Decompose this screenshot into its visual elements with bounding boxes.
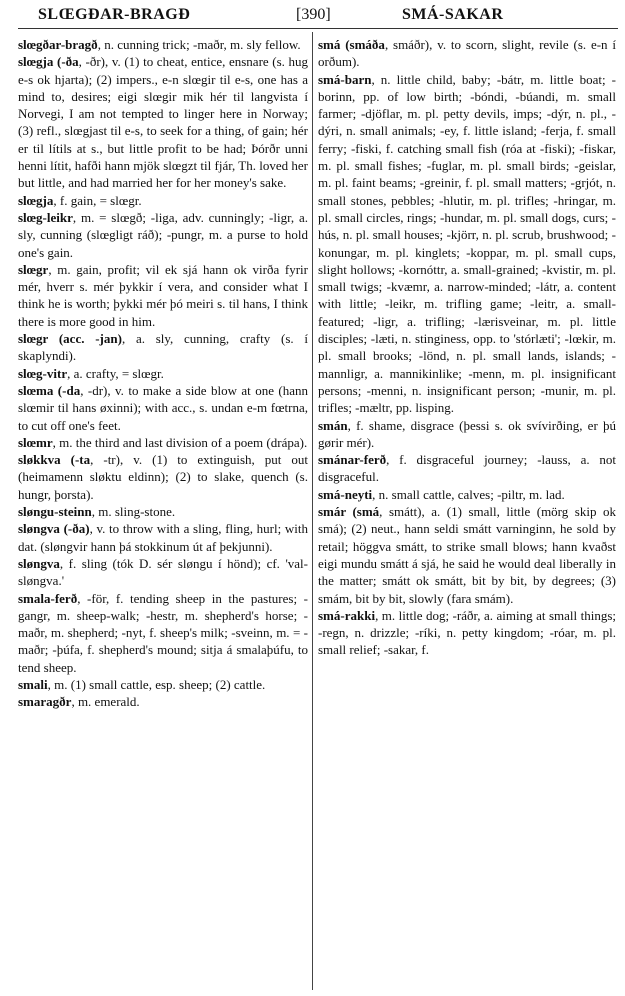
dictionary-entry <box>18 434 308 451</box>
dictionary-entry <box>18 693 308 710</box>
entry-headword: smá-rakki <box>318 607 376 623</box>
entry-headword: smánar-ferð <box>318 452 387 468</box>
entry-definition: , f. shame, disgrace (þessi s. ok svívirðing, er þú gørir mér). <box>318 417 616 450</box>
entry-headword: slœgja (-ða <box>18 54 79 70</box>
entry-definition: , n. little child, baby; -bátr, m. little boat; -borinn, pp. of low birth; -bóndi, -búandi, m. small farmer; -djöflar, m. pl. petty devils, imps; -dýr, n. pl., -dýri, n. small animals; -ey, f. little island; -ferja, f. small ferry; -fiski, f. catching small fish (róa at -fiski); -fiskar, m. pl. small fishes; -fuglar, m. pl. small birds; -geislar, m. pl. faint beams; -greinir, f. pl. small matters; -grjót, n. small stones, pebbles; -hlutir, m. pl. trifles; -hringar, m. pl. small circles, rings; -hundar, m. pl. small dogs, curs; -hús, n. pl. small houses; -kjörr, n. pl. scrub, brushwood; -konungar, m. pl. kinglets; -koppar, m. pl. small cups, slight hollows; -kornóttr, a. small-grained; -kvistir, m. pl. small twigs; -kvæmr, a. narrow-minded; -látr, a. content with little; -leikr, m. trifling game; -leitr, a. small-featured; -ligr, a. trifling; -lærisveinar, m. pl. little disciples; -læti, n. stinginess, opp. to 'stórlæti'; -lœkir, m. pl. small brooks; -lönd, n. pl. small lands, islands; -mannligr, a. mannikinlike; -menn, m. pl. insignificant persons; -menni, n. insignificant person; -munir, m. pl. trifles; -mæltr, pp. lisping. <box>318 71 616 416</box>
entry-headword: slœgðar-bragð <box>18 37 98 52</box>
entry-headword: slœgr (acc. -jan) <box>18 331 122 347</box>
entry-definition: , m. the third and last division of a poem (drápa). <box>52 434 308 450</box>
dictionary-entry <box>18 192 308 209</box>
entry-definition: , n. cunning trick; -maðr, m. sly fellow. <box>97 37 301 52</box>
entry-headword: smár (smá <box>318 504 380 520</box>
entry-headword: smá (smáða <box>318 37 385 52</box>
entry-headword: sløngu-steinn <box>18 504 92 520</box>
entry-definition: , smáðr), v. to scorn, slight, revile (s. e-n í orðum). <box>318 37 616 70</box>
dictionary-entry <box>18 36 308 53</box>
right-column <box>318 36 616 659</box>
entry-headword: smaragðr <box>18 694 72 710</box>
running-head-right: SMÁ-SAKAR <box>402 6 504 23</box>
entry-headword: smali <box>18 676 48 692</box>
entry-definition: , -dr), v. to make a side blow at one (hann slœmir til hans øxinni); with acc., s. undan e-m fœtrna, to cut off one's feet. <box>18 382 308 433</box>
entry-definition: , -tr), v. (1) to extinguish, put out (heimamenn sløktu eldinn); (2) to slake, quench (s. hungr, þorsta). <box>18 452 308 502</box>
entry-headword: slœg-vitr <box>18 365 68 381</box>
entry-definition: , m. (1) small cattle, esp. sheep; (2) cattle. <box>47 676 266 692</box>
page-number: [390] <box>296 6 331 23</box>
entry-definition: , m. gain, profit; vil ek sjá hann ok virða fyrir mér, hverr s. mér þykkir í vera, and consider what I think he is worth; þykki mér þó meiri s. til hans, I think there is more good in him. <box>18 261 308 329</box>
dictionary-entry <box>18 520 308 555</box>
entry-headword: slœgr <box>18 261 49 277</box>
entry-definition: , m. little dog; -ráðr, a. aiming at small things; -regn, n. drizzle; -ríki, n. petty kingdom; -róar, m. pl. small relief; -sakar, f. <box>318 607 616 658</box>
dictionary-entry <box>18 451 308 503</box>
entry-headword: slœgja <box>18 192 54 208</box>
entry-definition: , -ðr), v. (1) to cheat, entice, ensnare (s. hug e-s ok hjarta); (2) impers., e-n slœgir til e-s, one has a mind to, desires; eigi slœgir mik hér til langvista í Norvegi, I am not tempted to linger here in Norway; (3) refl., slœgjast til e-s, to seek for a thing, of gain; hér er til lítils at s., but little profit to be had; Þórðr unni henni lítit, hafði hann mjök slœgzt til fjár, Th. loved her but little, and had married her for her money's sake. <box>18 54 308 191</box>
dictionary-entry <box>318 607 616 659</box>
dictionary-entry <box>318 71 616 417</box>
entry-headword: slœg-leikr <box>18 209 73 225</box>
dictionary-entry <box>18 503 308 520</box>
entry-definition: , -för, f. tending sheep in the pastures; -gangr, m. sheep-walk; -hestr, m. shepherd's horse; -maðr, m. shepherd; -nyt, f. sheep's milk; -sveinn, m. = -maðr; -þúfa, f. shepherd's mound; sitja á smalaþúfu, to tend sheep. <box>18 590 308 675</box>
entry-definition: , m. emerald. <box>71 694 140 710</box>
entry-definition: , n. small cattle, calves; -piltr, m. lad. <box>372 486 565 502</box>
entry-definition: , v. to throw with a sling, fling, hurl; with dat. (sløngvir hann þá stokkinum út af þekjunni). <box>18 521 309 554</box>
column-divider <box>312 32 313 990</box>
dictionary-entry <box>318 451 616 486</box>
dictionary-entry <box>318 503 616 607</box>
entry-definition: , m. sling-stone. <box>91 504 176 520</box>
entry-definition: , f. sling (tók D. sér sløngu í hönd); cf. 'val-sløngva.' <box>18 555 308 589</box>
entry-headword: smala-ferð <box>18 590 78 606</box>
dictionary-entry <box>318 417 616 452</box>
dictionary-entry <box>318 486 616 503</box>
dictionary-entry <box>18 555 308 590</box>
entry-headword: slœma (-da <box>18 382 81 398</box>
dictionary-entry <box>18 261 308 330</box>
dictionary-entry <box>18 365 308 382</box>
entry-headword: smá-neyti <box>318 486 373 502</box>
entry-headword: sløngva <box>18 555 60 571</box>
dictionary-entry <box>18 209 308 261</box>
left-column <box>18 36 308 711</box>
dictionary-entry <box>18 676 308 693</box>
dictionary-entry <box>18 590 308 676</box>
entry-definition: , f. disgraceful journey; -lauss, a. not disgraceful. <box>318 452 616 485</box>
dictionary-entry <box>18 382 308 434</box>
entry-definition: , m. = slœgð; -liga, adv. cunningly; -ligr, a. sly, cunning (slœgligt ráð); -pungr, m. a purse to hold one's gain. <box>18 209 308 260</box>
entry-headword: sløngva (-ða) <box>18 521 90 537</box>
dictionary-entry <box>18 330 308 365</box>
entry-definition: , smátt), a. (1) small, little (mörg skip ok smá); (2) neut., hann seldi smátt varninginn, he sold by retail; höggva smátt, to strike small blows; hann kvaðst eigi mundu smátt á sjá, he said he would deal liberally in the matter; smátt ok smátt, bit by bit, by degrees; (3) smám, bit by bit, slowly (fara smám). <box>318 504 617 606</box>
entry-headword: smá-barn <box>318 71 372 87</box>
dictionary-entry <box>318 36 616 71</box>
entry-definition: , a. sly, cunning, crafty (s. í skaplyndi). <box>18 331 308 364</box>
entry-headword: slœmr <box>18 434 53 450</box>
entry-headword: sløkkva (-ta <box>18 452 91 468</box>
running-head-left: SLŒGÐAR-BRAGÐ <box>38 6 191 23</box>
entry-definition: , f. gain, = slœgr. <box>53 192 142 208</box>
dictionary-entry <box>18 53 308 191</box>
running-head <box>0 4 625 26</box>
entry-definition: , a. crafty, = slœgr. <box>67 365 164 381</box>
entry-headword: smán <box>318 417 348 433</box>
header-rule <box>18 28 618 29</box>
